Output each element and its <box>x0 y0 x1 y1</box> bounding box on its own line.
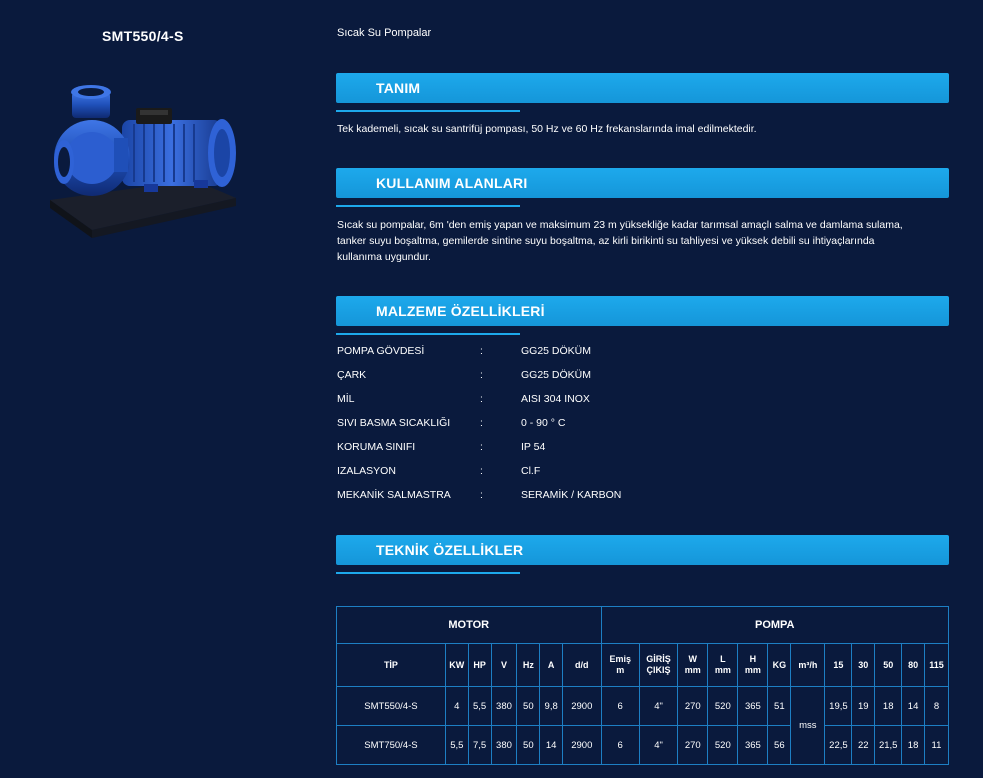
table-cell: 4 <box>445 687 468 726</box>
column-header-label: 30 <box>858 659 869 670</box>
table-row <box>337 687 949 726</box>
column-header-label: W <box>688 654 698 664</box>
spec-colon: : <box>480 489 483 501</box>
column-header-label: L <box>720 654 726 664</box>
column-header-label: Emiş <box>609 654 631 664</box>
group-header-motor: MOTOR <box>337 607 602 644</box>
spec-value: GG25 DÖKÜM <box>521 345 592 357</box>
table-cell: 22 <box>852 726 875 765</box>
spec-value: Cl.F <box>521 465 541 477</box>
column-header <box>445 644 468 687</box>
section-underline <box>336 110 520 112</box>
table-cell: 11 <box>924 726 948 765</box>
table-cell: 14 <box>902 687 925 726</box>
spec-value: GG25 DÖKÜM <box>521 369 592 381</box>
table-cell: 21,5 <box>875 726 902 765</box>
table-cell: 5,5 <box>468 687 491 726</box>
spec-value: AISI 304 INOX <box>521 393 590 405</box>
column-header <box>491 644 517 687</box>
table-cell: 51 <box>768 687 791 726</box>
spec-key: MİL <box>337 393 355 405</box>
table-cell: 365 <box>738 687 768 726</box>
spec-key: KORUMA SINIFI <box>337 441 416 453</box>
spec-colon: : <box>480 465 483 477</box>
column-header-label: A <box>547 659 555 670</box>
column-header-label: KG <box>772 659 787 670</box>
table-cell: 50 <box>517 687 540 726</box>
spec-row <box>337 441 737 455</box>
table-cell: 2900 <box>563 726 601 765</box>
spec-key: SIVI BASMA SICAKLIĞI <box>337 417 451 429</box>
column-header <box>517 644 540 687</box>
section-underline <box>336 572 520 574</box>
table-cell: 19,5 <box>825 687 852 726</box>
column-header <box>738 644 768 687</box>
column-header <box>852 644 875 687</box>
table-cell: 6 <box>601 687 639 726</box>
column-header <box>678 644 708 687</box>
column-header-unit: m <box>616 665 625 675</box>
column-header-label: m³/h <box>798 659 818 670</box>
section-header-teknik <box>336 535 949 565</box>
column-header <box>337 644 446 687</box>
spec-key: POMPA GÖVDESİ <box>337 345 425 357</box>
column-header <box>791 644 825 687</box>
column-header-unit: mm <box>714 665 731 675</box>
category-label: Sıcak Su Pompalar <box>337 27 432 39</box>
column-header <box>924 644 948 687</box>
spec-value: 0 - 90 ° C <box>521 417 566 429</box>
column-header-label: GİRİŞ <box>646 654 671 664</box>
table-cell: 8 <box>924 687 948 726</box>
spec-row <box>337 369 737 383</box>
kullanim-line: Sıcak su pompalar, 6m 'den emiş yapan ve maksimum 23 m yüksekliğe kadar tarımsal amaçlı salma ve damlama sulama, <box>337 219 903 231</box>
table-cell: 365 <box>738 726 768 765</box>
table-cell: 19 <box>852 687 875 726</box>
table-cell: 9,8 <box>540 687 563 726</box>
column-header <box>468 644 491 687</box>
spec-row <box>337 417 737 431</box>
spec-row <box>337 345 737 359</box>
kullanim-line: kullanıma uygundur. <box>337 251 431 263</box>
product-title: SMT550/4-S <box>102 28 184 44</box>
spec-colon: : <box>480 417 483 429</box>
column-header <box>875 644 902 687</box>
table-cell: 18 <box>902 726 925 765</box>
column-header-label: KW <box>449 659 465 670</box>
model-cell: SMT550/4-S <box>337 687 446 726</box>
section-underline <box>336 333 520 335</box>
column-header-label: d/d <box>575 659 589 670</box>
column-header-unit: ÇIKIŞ <box>646 665 671 675</box>
table-cell: 520 <box>708 687 738 726</box>
column-header <box>902 644 925 687</box>
spec-key: ÇARK <box>337 369 367 381</box>
section-title: TEKNİK ÖZELLİKLER <box>376 542 524 558</box>
column-header-label: 50 <box>883 659 894 670</box>
column-header-label: TİP <box>383 659 398 670</box>
column-header-label: HP <box>473 659 486 670</box>
spec-row <box>337 393 737 407</box>
table-cell: 50 <box>517 726 540 765</box>
section-header-tanim <box>336 73 949 103</box>
table-cell: 7,5 <box>468 726 491 765</box>
column-header <box>601 644 639 687</box>
column-header-label: 15 <box>833 659 844 670</box>
table-cell: 18 <box>875 687 902 726</box>
column-header-label: 80 <box>908 659 919 670</box>
column-header <box>563 644 601 687</box>
pump-image <box>44 80 244 245</box>
table-cell: 270 <box>678 726 708 765</box>
tanim-text: Tek kademeli, sıcak su santrifüj pompası, 50 Hz ve 60 Hz frekanslarında imal edilmektedir. <box>337 123 757 135</box>
column-header-label: 115 <box>929 659 944 670</box>
spec-colon: : <box>480 441 483 453</box>
group-header-pompa: POMPA <box>601 607 948 644</box>
spec-value: SERAMİK / KARBON <box>521 489 622 501</box>
spec-key: MEKANİK SALMASTRA <box>337 489 451 501</box>
table-cell: 56 <box>768 726 791 765</box>
table-cell: 4" <box>639 687 677 726</box>
column-header <box>768 644 791 687</box>
table-cell: 5,5 <box>445 726 468 765</box>
spec-colon: : <box>480 393 483 405</box>
section-title: TANIM <box>376 80 421 96</box>
column-header-unit: mm <box>744 665 761 675</box>
column-header-label: V <box>500 659 507 670</box>
unit-cell: mss <box>791 687 825 765</box>
technical-specs-table <box>336 606 949 765</box>
column-header-unit: mm <box>684 665 701 675</box>
table-cell: 6 <box>601 726 639 765</box>
spec-colon: : <box>480 369 483 381</box>
section-underline <box>336 205 520 207</box>
model-cell: SMT750/4-S <box>337 726 446 765</box>
column-header <box>825 644 852 687</box>
column-header-label: Hz <box>522 659 534 670</box>
section-header-kullanim <box>336 168 949 198</box>
table-cell: 380 <box>491 726 517 765</box>
table-cell: 270 <box>678 687 708 726</box>
table-cell: 520 <box>708 726 738 765</box>
table-cell: 14 <box>540 726 563 765</box>
spec-key: IZALASYON <box>337 465 396 477</box>
spec-value: IP 54 <box>521 441 546 453</box>
spec-colon: : <box>480 345 483 357</box>
column-header-label: H <box>749 654 757 664</box>
column-header <box>708 644 738 687</box>
spec-row <box>337 489 737 503</box>
table-cell: 22,5 <box>825 726 852 765</box>
table-cell: 4" <box>639 726 677 765</box>
section-title: KULLANIM ALANLARI <box>376 175 528 191</box>
kullanim-line: tanker suyu boşaltma, gemilerde sintine suyu boşaltma, az kirli birikinti su tahliyesi ve yüksek debili su ihtiyaçlarında <box>337 235 875 247</box>
table-row <box>337 726 949 765</box>
table-cell: 380 <box>491 687 517 726</box>
section-title: MALZEME ÖZELLİKLERİ <box>376 303 545 319</box>
column-header <box>540 644 563 687</box>
spec-row <box>337 465 737 479</box>
table-cell: 2900 <box>563 687 601 726</box>
column-header <box>639 644 677 687</box>
section-header-malzeme <box>336 296 949 326</box>
